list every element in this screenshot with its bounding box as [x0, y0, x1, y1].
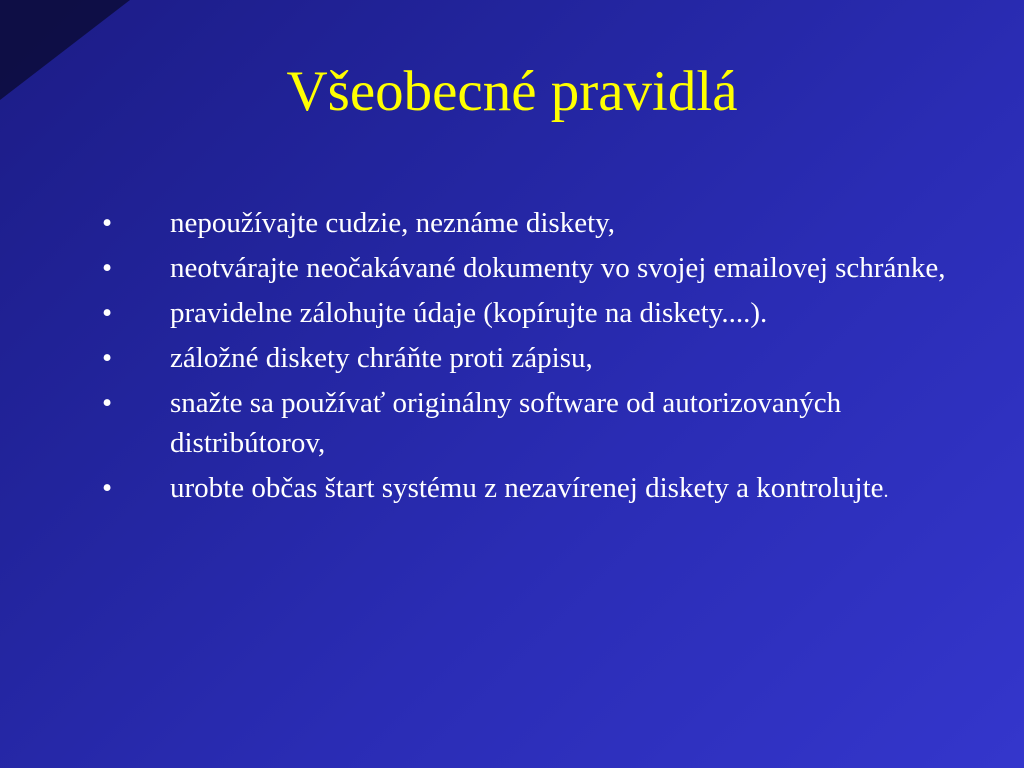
list-item — [100, 383, 980, 463]
bullet-marker: • — [102, 252, 113, 284]
bullet-marker: • — [102, 342, 113, 374]
bullet-marker: • — [102, 297, 113, 329]
bullet-list — [100, 203, 980, 516]
bullet-text — [170, 468, 980, 511]
list-item — [100, 248, 980, 288]
bullet-text: pravidelne zálohujte údaje (kopírujte na diskety....). — [170, 297, 768, 329]
bullet-text: nepoužívajte cudzie, neznáme diskety, — [170, 207, 616, 239]
list-item — [100, 203, 980, 243]
list-item — [100, 468, 980, 511]
bullet-text: neotvárajte neočakávané dokumenty vo svojej emailovej schránke, — [170, 252, 946, 284]
bullet-text: snažte sa používať originálny software od autorizovaných distribútorov, — [170, 387, 842, 459]
bullet-marker: • — [102, 387, 113, 419]
bullet-text-trail: . — [883, 480, 889, 502]
bullet-text-main: urobte občas štart systému z nezavírenej diskety a kontrolujte — [170, 472, 884, 504]
list-item — [100, 293, 980, 333]
bullet-text: záložné diskety chráňte proti zápisu, — [170, 342, 593, 374]
slide-title: Všeobecné pravidlá — [286, 60, 738, 123]
bullet-marker: • — [102, 207, 113, 239]
list-item — [100, 338, 980, 378]
bullet-marker: • — [102, 472, 113, 504]
